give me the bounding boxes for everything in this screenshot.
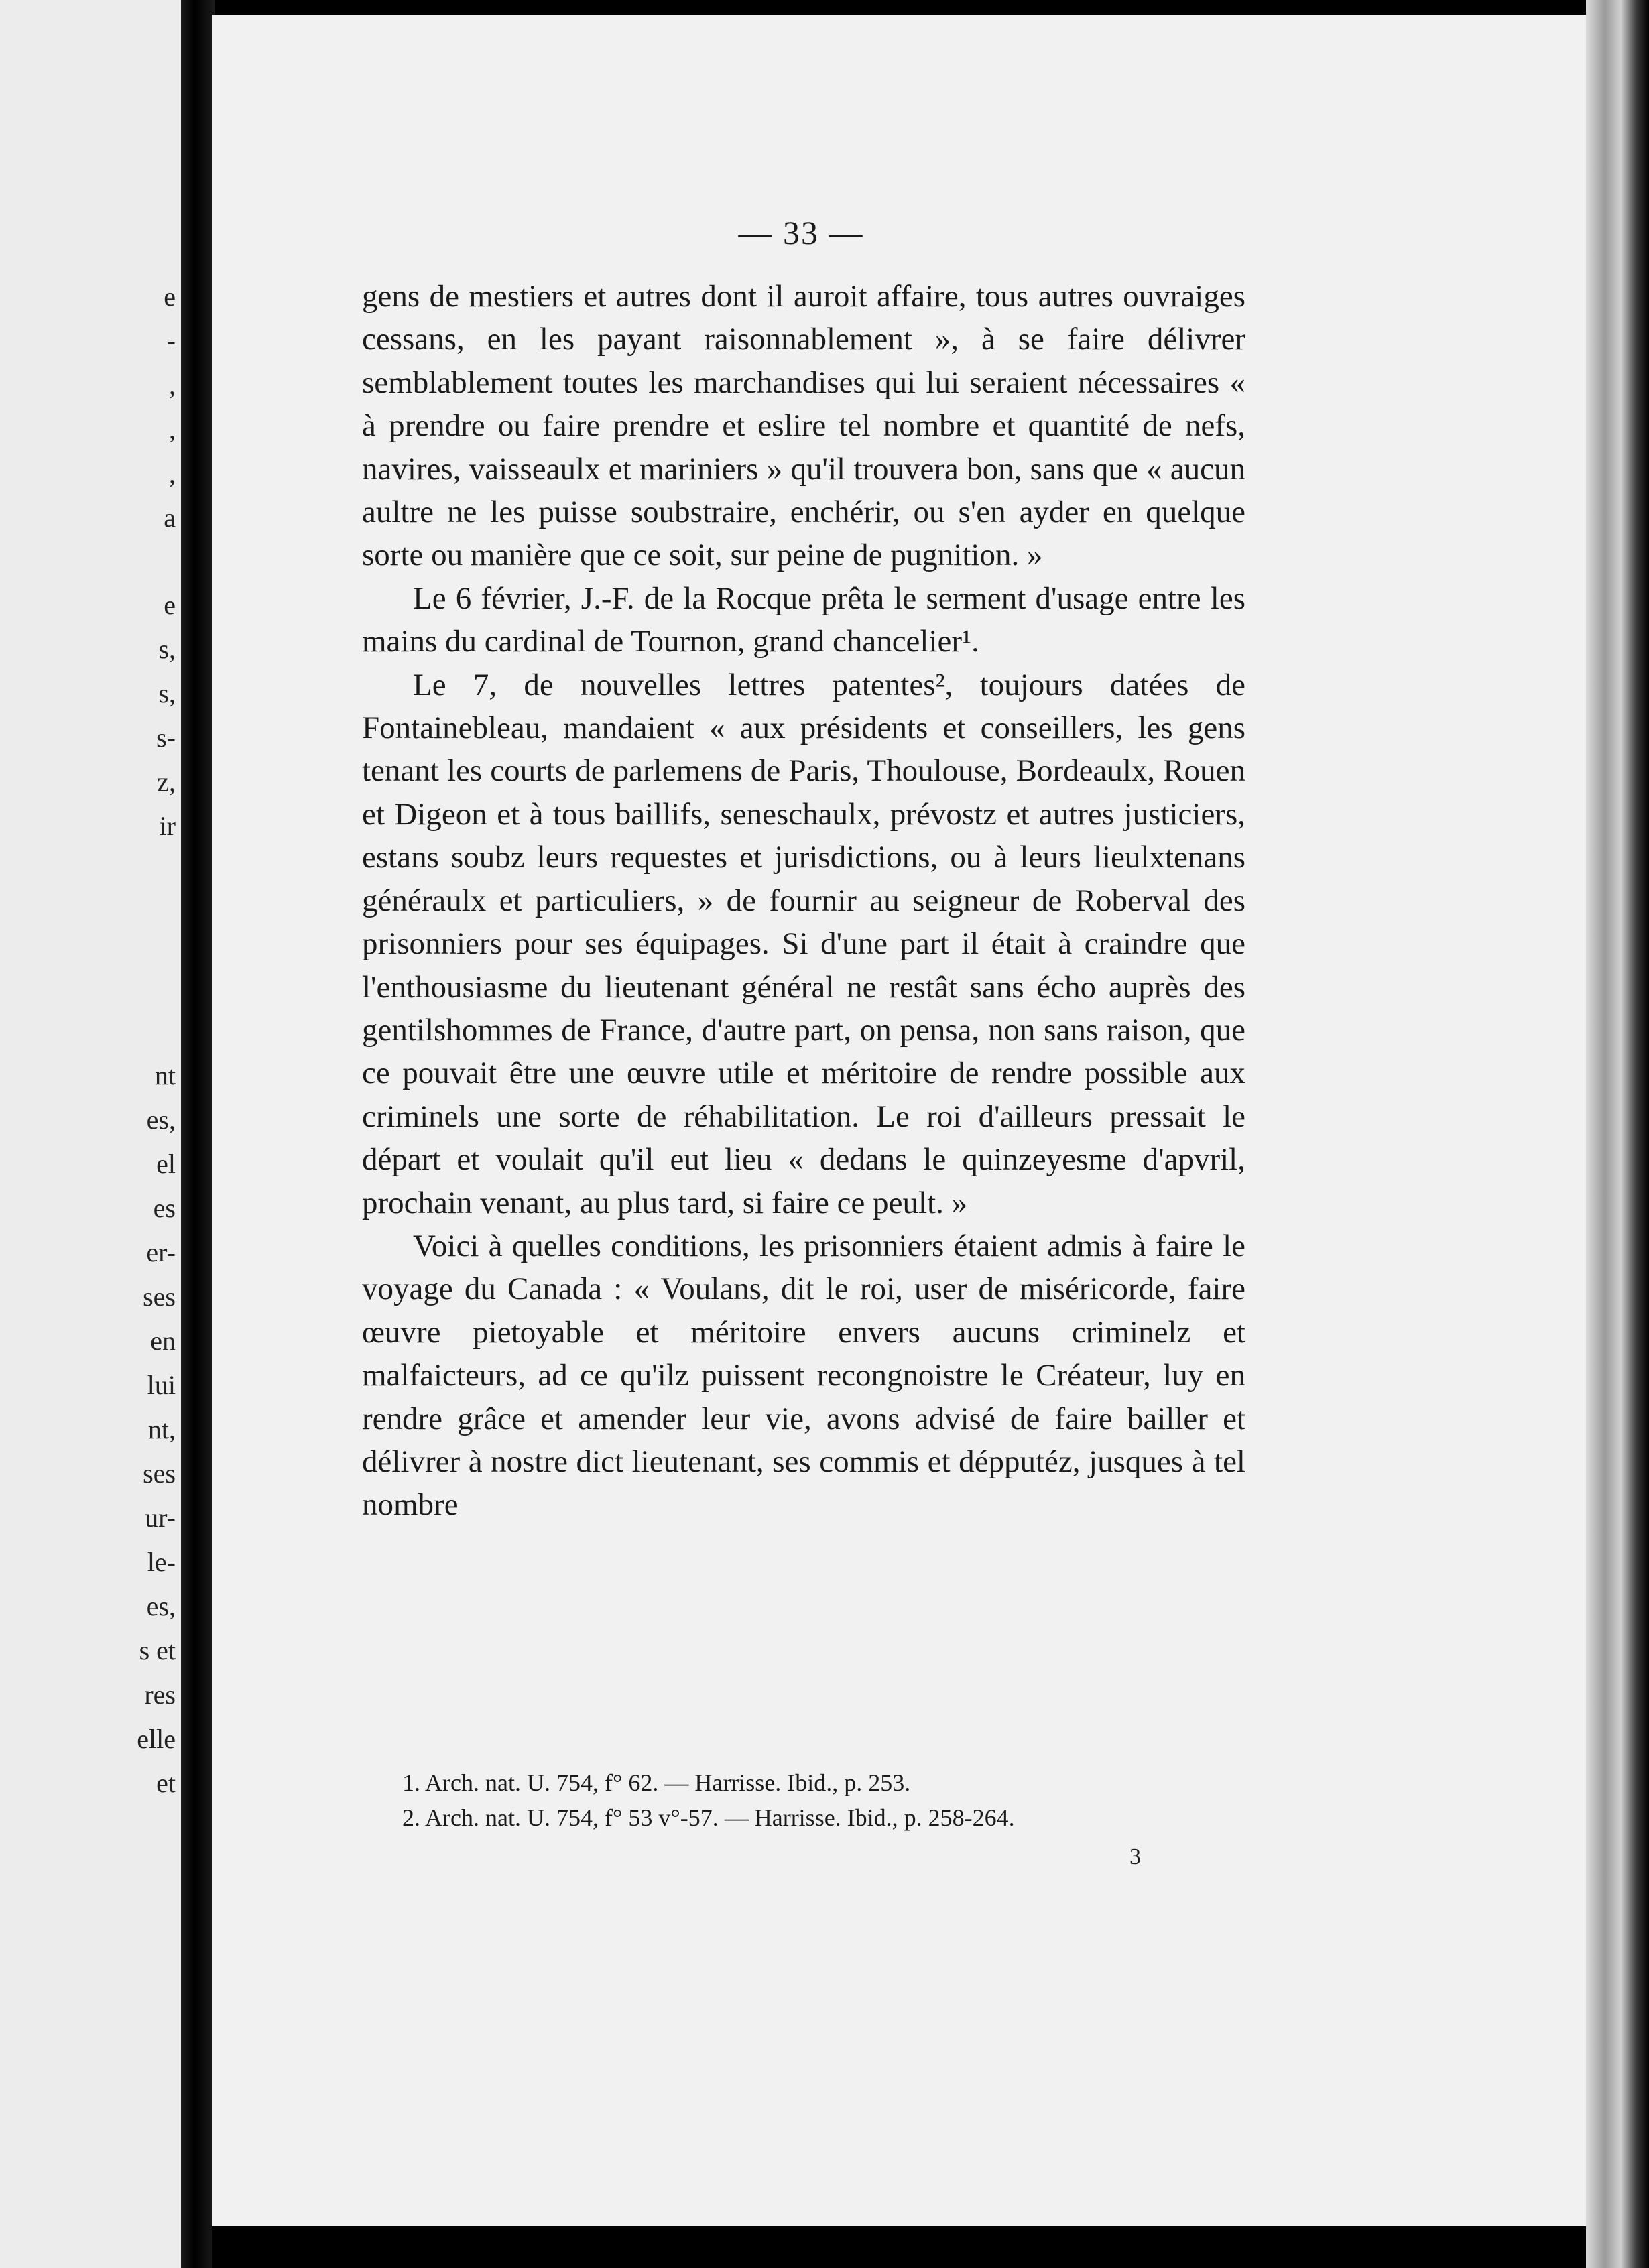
- left-fragment: s,: [158, 678, 176, 708]
- left-fragment: et: [156, 1768, 176, 1798]
- left-fragment: -: [166, 326, 176, 356]
- left-fragment: res: [144, 1680, 176, 1710]
- left-fragment: lui: [147, 1370, 176, 1400]
- left-page-text-fragments: [95, 0, 176, 2268]
- left-fragment: z,: [157, 767, 176, 797]
- footnotes: [402, 1765, 1247, 1835]
- left-fragment: ,: [169, 370, 176, 400]
- left-fragment: elle: [137, 1724, 176, 1754]
- left-fragment: er-: [146, 1237, 176, 1267]
- left-fragment: nt,: [147, 1414, 176, 1444]
- left-fragment: es,: [146, 1105, 176, 1135]
- left-fragment: a: [164, 503, 176, 533]
- left-page-fragment: [0, 0, 189, 2268]
- book-gutter: [181, 0, 215, 2268]
- paragraph: gens de mestiers et autres dont il auroit affaire, tous autres ouvraiges cessans, en les payant raisonnablement », à se faire délivrer semblablement toutes les marchandises qui lui seraient nécessaires « à prendre ou faire prendre et eslire tel nombre et quantité de nefs, navires, vaisseaulx et mariniers » qu'il trouvera bon, sans que « aucun aultre ne les puisse soubstraire, enchérir, ou s'en ayder en quelque sorte ou manière que ce soit, sur peine de pugnition. »: [362, 279, 1245, 573]
- page-number: — 33 —: [738, 214, 864, 251]
- left-fragment: ses: [143, 1281, 176, 1312]
- left-fragment: en: [150, 1326, 176, 1356]
- left-fragment: es,: [146, 1591, 176, 1621]
- footnote: 2. Arch. nat. U. 754, f° 53 v°-57. — Harrisse. Ibid., p. 258-264.: [402, 1804, 1015, 1831]
- left-fragment: e: [164, 281, 176, 312]
- left-fragment: ,: [169, 458, 176, 489]
- signature-mark: 3: [1129, 1844, 1141, 1869]
- left-fragment: e: [164, 590, 176, 620]
- left-fragment: s-: [156, 722, 176, 753]
- page-bottom-margin: [212, 2226, 1586, 2268]
- left-fragment: ,: [169, 414, 176, 444]
- left-fragment: ir: [159, 811, 176, 841]
- left-fragment: nt: [154, 1060, 176, 1090]
- left-fragment: ses: [143, 1458, 176, 1489]
- left-fragment: s,: [158, 634, 176, 664]
- paragraph: Le 6 février, J.-F. de la Rocque prêta le serment d'usage entre les mains du cardinal de Tournon, grand chancelier¹.: [362, 580, 1245, 659]
- paragraph: Voici à quelles conditions, les prisonniers étaient admis à faire le voyage du Canada : « Voulans, dit le roi, user de miséricorde, faire œuvre pietoyable et méritoire envers aucuns criminelz et malfaicteurs, ad ce qu'ilz puissent recongnoistre le Créateur, luy en rendre grâce et amender leur vie, avons advisé de faire bailler et délivrer à nostre dict lieutenant, ses commis et dépputéz, jusques à tel nombre: [362, 1228, 1245, 1523]
- left-fragment: el: [156, 1149, 176, 1179]
- body-text: [362, 275, 1245, 1527]
- left-fragment: ur-: [145, 1503, 176, 1533]
- left-fragment: es: [153, 1193, 176, 1223]
- footnote: 1. Arch. nat. U. 754, f° 62. — Harrisse. Ibid., p. 253.: [402, 1769, 911, 1796]
- paragraph: Le 7, de nouvelles lettres patentes², toujours datées de Fontainebleau, mandaient « aux présidents et conseillers, les gens tenant les courts de parlemens de Paris, Thoulouse, Bordeaulx, Rouen et Digeon et à tous baillifs, seneschaulx, prévostz et autres justiciers, estans soubz leurs requestes et jurisdictions, ou à leurs lieulxtenans généraulx et particuliers, » de fournir au seigneur de Roberval des prisonniers pour ses équipages. Si d'une part il était à craindre que l'enthousiasme du lieutenant général ne restât sans écho auprès des gentilshommes de France, d'autre part, on pensa, non sans raison, que ce pouvait être une œuvre utile et méritoire de rendre possible aux criminels une sorte de réhabilitation. Le roi d'ailleurs pressait le départ et voulait qu'il eut lieu « dedans le quinzeyesme d'apvril, prochain venant, au plus tard, si faire ce peult. »: [362, 667, 1245, 1220]
- left-fragment: s et: [139, 1635, 176, 1665]
- page-edge: [1586, 0, 1649, 2268]
- left-fragment: le-: [147, 1547, 176, 1577]
